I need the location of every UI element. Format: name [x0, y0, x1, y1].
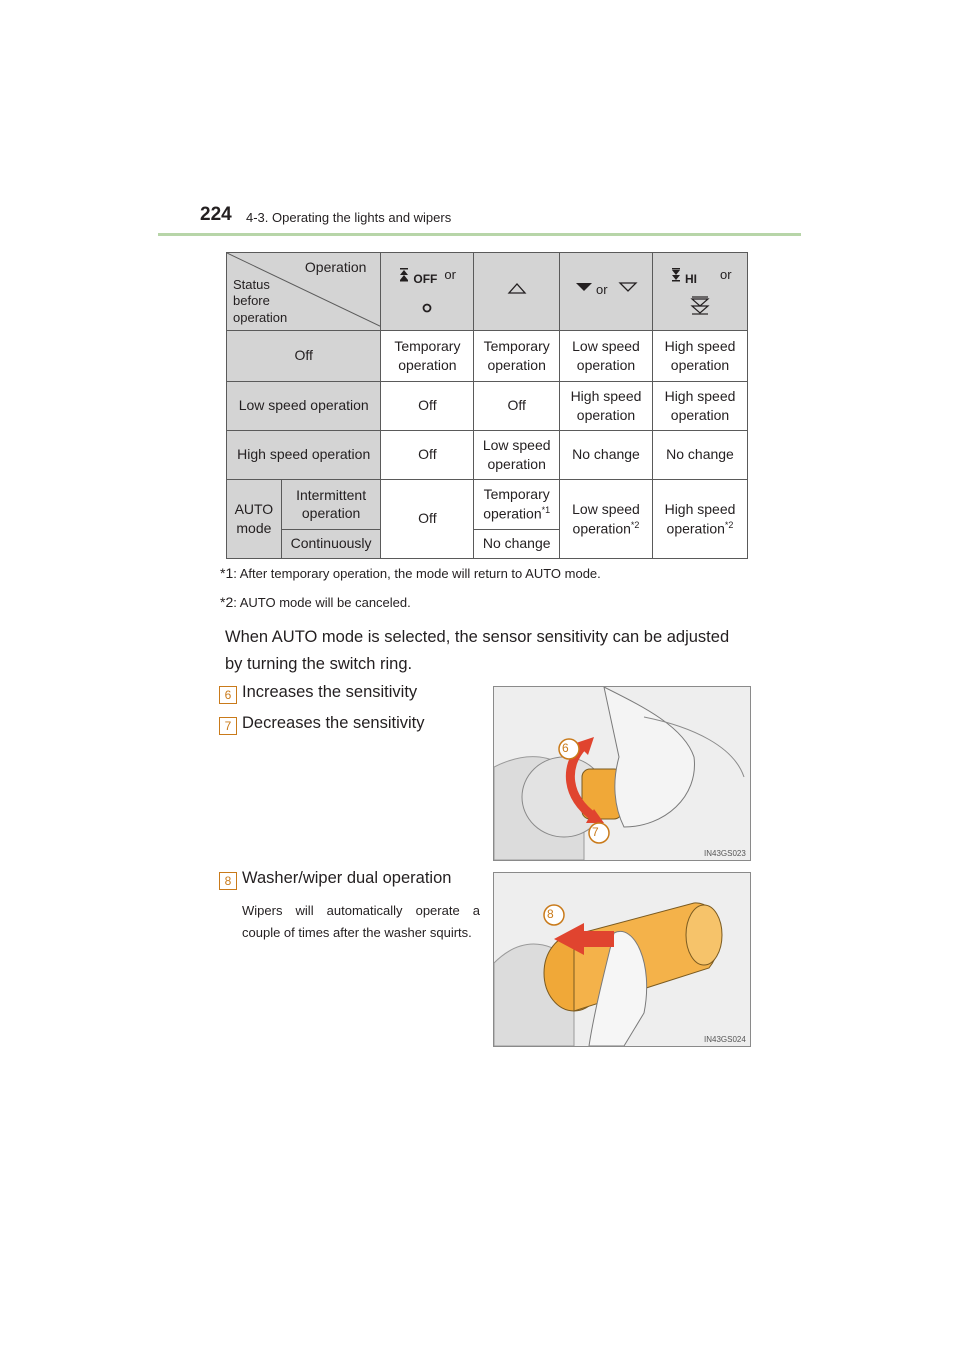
figure-code: IN43GS023	[704, 849, 746, 858]
status-before-operation-label: Status before operation	[233, 277, 288, 325]
header-rule	[158, 233, 801, 236]
footnote-text: : AUTO mode will be canceled.	[233, 595, 411, 610]
table-corner-cell	[227, 253, 381, 331]
cell: Low speed operation	[474, 430, 560, 479]
cell: No change	[474, 529, 560, 558]
cell: Off	[381, 381, 474, 430]
figure-callout-8: 8	[547, 907, 554, 921]
callout-number-8: 8	[219, 872, 237, 890]
cell: Off	[381, 430, 474, 479]
page-number: 224	[200, 204, 232, 225]
footnote-2	[220, 594, 411, 612]
column-high-speed-header	[652, 253, 747, 331]
cell: Off	[474, 381, 560, 430]
cell: Temporary operation	[381, 330, 474, 381]
row-label-off: Off	[227, 330, 381, 381]
footnote-mark: *2	[724, 519, 734, 530]
callout-number-6: 6	[219, 686, 237, 704]
table-row-auto-intermittent	[227, 479, 748, 529]
cell-text: Temporary operation	[483, 486, 550, 522]
operation-label: Operation	[304, 259, 367, 275]
wiper-operation-table	[226, 252, 748, 559]
or-label: or	[595, 282, 608, 297]
single-wipe-icon	[502, 281, 532, 297]
increase-sensitivity-text: Increases the sensitivity	[242, 683, 418, 701]
hi-label: HI	[684, 272, 697, 286]
switch-ring-illustration	[494, 687, 750, 860]
cell: Low speed operation	[559, 330, 652, 381]
row-label-intermittent: Intermittent operation	[281, 479, 381, 529]
washer-description: Wipers will automatically operate a couple of times after the washer squirts.	[242, 903, 480, 940]
footnote-mark: *1	[541, 505, 551, 516]
switch-ring-figure	[493, 686, 751, 861]
off-and-mist-icon	[383, 255, 471, 323]
column-off-header	[381, 253, 474, 331]
cell	[559, 479, 652, 558]
cell: Temporary operation	[474, 330, 560, 381]
cell: Off	[381, 479, 474, 558]
washer-figure	[493, 872, 751, 1047]
decrease-sensitivity-text: Decreases the sensitivity	[242, 714, 425, 732]
footnote-mark: *1	[220, 565, 234, 581]
footnote-mark: *2	[630, 519, 640, 530]
cell: High speed operation	[652, 381, 747, 430]
table-row-off	[227, 330, 748, 381]
table-row-low-speed	[227, 381, 748, 430]
row-label-continuously: Continuously	[281, 529, 381, 558]
column-single-wipe-header	[474, 253, 560, 331]
section-title: 4-3. Operating the lights and wipers	[246, 210, 452, 225]
figure-callout-7: 7	[592, 825, 599, 839]
cell-text: High speed operation	[664, 500, 736, 537]
cell: High speed operation	[652, 330, 747, 381]
figure-callout-6: 6	[562, 741, 569, 755]
footnote-text: : After temporary operation, the mode will return to AUTO mode.	[233, 566, 601, 581]
or-label: or	[719, 267, 732, 282]
table-header-row	[227, 253, 748, 331]
cell	[652, 479, 747, 558]
footnote-mark: *2	[220, 594, 234, 610]
row-label-low-speed: Low speed operation	[227, 381, 381, 430]
column-low-speed-header	[559, 253, 652, 331]
cell	[474, 479, 560, 529]
or-label: or	[444, 267, 456, 282]
cell: High speed operation	[559, 381, 652, 430]
row-label-auto-mode: AUTO mode	[227, 479, 282, 558]
table-row-high-speed	[227, 430, 748, 479]
footnote-1	[220, 565, 601, 583]
row-label-high-speed: High speed operation	[227, 430, 381, 479]
auto-sensitivity-paragraph: When AUTO mode is selected, the sensor sensitivity can be adjusted by turning the switch ring.	[225, 628, 730, 673]
cell: No change	[652, 430, 747, 479]
cell: No change	[559, 430, 652, 479]
washer-wiper-dual-text: Washer/wiper dual operation	[242, 869, 452, 887]
cell-text: Low speed operation	[572, 500, 640, 537]
figure-code: IN43GS024	[704, 1035, 746, 1044]
washer-illustration	[494, 873, 750, 1046]
off-label: OFF	[413, 272, 438, 286]
callout-number-7: 7	[219, 717, 237, 735]
